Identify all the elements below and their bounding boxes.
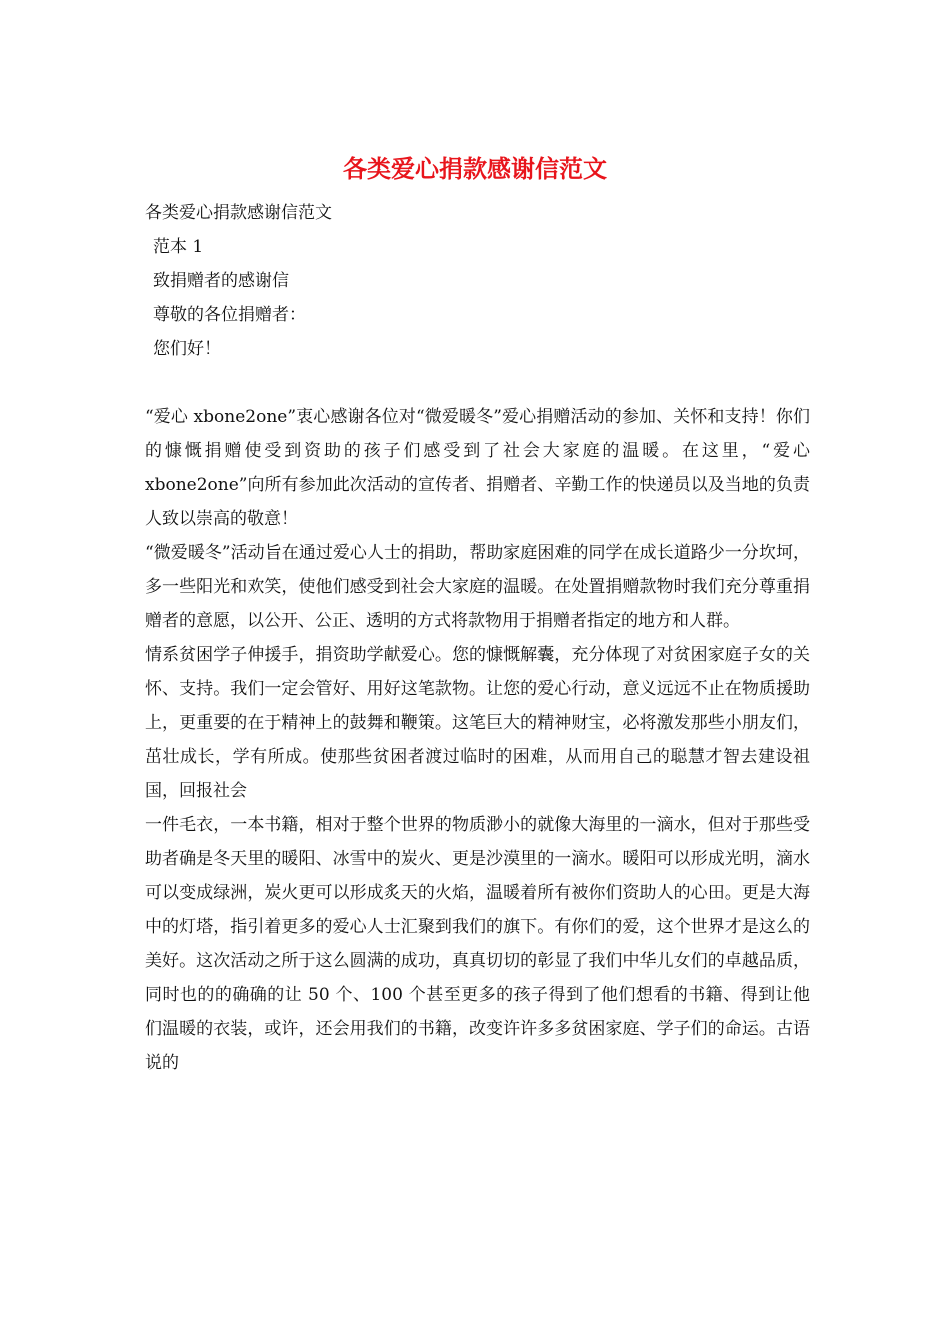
- paragraph-2: “微爱暖冬”活动旨在通过爱心人士的捐助，帮助家庭困难的同学在成长道路少一分坎坷，多一些阳光和欢笑，使他们感受到社会大家庭的温暖。在处置捐赠款物时我们充分尊重捐赠者的意愿，以公开、公正、透明的方式将款物用于捐赠者指定的地方和人群。: [145, 543, 810, 631]
- paragraph-1: “爱心 xbone2one”衷心感谢各位对“微爱暖冬”爱心捐赠活动的参加、关怀和支持！你们的慷慨捐赠使受到资助的孩子们感受到了社会大家庭的温暖。在这里，“爱心 xbone2one”向所有参加此次活动的宣传者、捐赠者、辛勤工作的快递员以及当地的负责人致以崇高的敬意！: [145, 407, 810, 529]
- salutation: 尊敬的各位捐赠者：: [153, 305, 306, 325]
- document-title: 各类爱心捐款感谢信范文: [343, 154, 607, 183]
- paragraph-4: 一件毛衣，一本书籍，相对于整个世界的物质渺小的就像大海里的一滴水，但对于那些受助者确是冬天里的暖阳、冰雪中的炭火、更是沙漠里的一滴水。暖阳可以形成光明，滴水可以变成绿洲，炭火更可以形成炙天的火焰，温暖着所有被你们资助人的心田。更是大海中的灯塔，指引着更多的爱心人士汇聚到我们的旗下。有你们的爱，这个世界才是这么的美好。这次活动之所于这么圆满的成功，真真切切的彰显了我们中华儿女们的卓越品质，同时也的的确确的让 50 个、100 个甚至更多的孩子得到了他们想看的书籍、得到让他们温暖的衣装，或许，还会用我们的书籍，改变许许多多贫困家庭、学子们的命运。古语说的: [145, 815, 810, 1073]
- document-subtitle: 各类爱心捐款感谢信范文: [145, 203, 332, 223]
- letter-title: 致捐赠者的感谢信: [153, 271, 289, 291]
- paragraph-3: 情系贫困学子伸援手，捐资助学献爱心。您的慷慨解囊，充分体现了对贫困家庭子女的关怀、支持。我们一定会管好、用好这笔款物。让您的爱心行动，意义远远不止在物质援助上，更重要的在于精神上的鼓舞和鞭策。这笔巨大的精神财宝，必将激发那些小朋友们，茁壮成长，学有所成。使那些贫困者渡过临时的困难，从而用自己的聪慧才智去建设祖国，回报社会: [145, 645, 810, 801]
- paragraph-gap: [145, 366, 810, 400]
- section-label: 范本 1: [153, 237, 204, 257]
- document-body: [145, 196, 810, 1080]
- greeting: 您们好！: [153, 339, 221, 359]
